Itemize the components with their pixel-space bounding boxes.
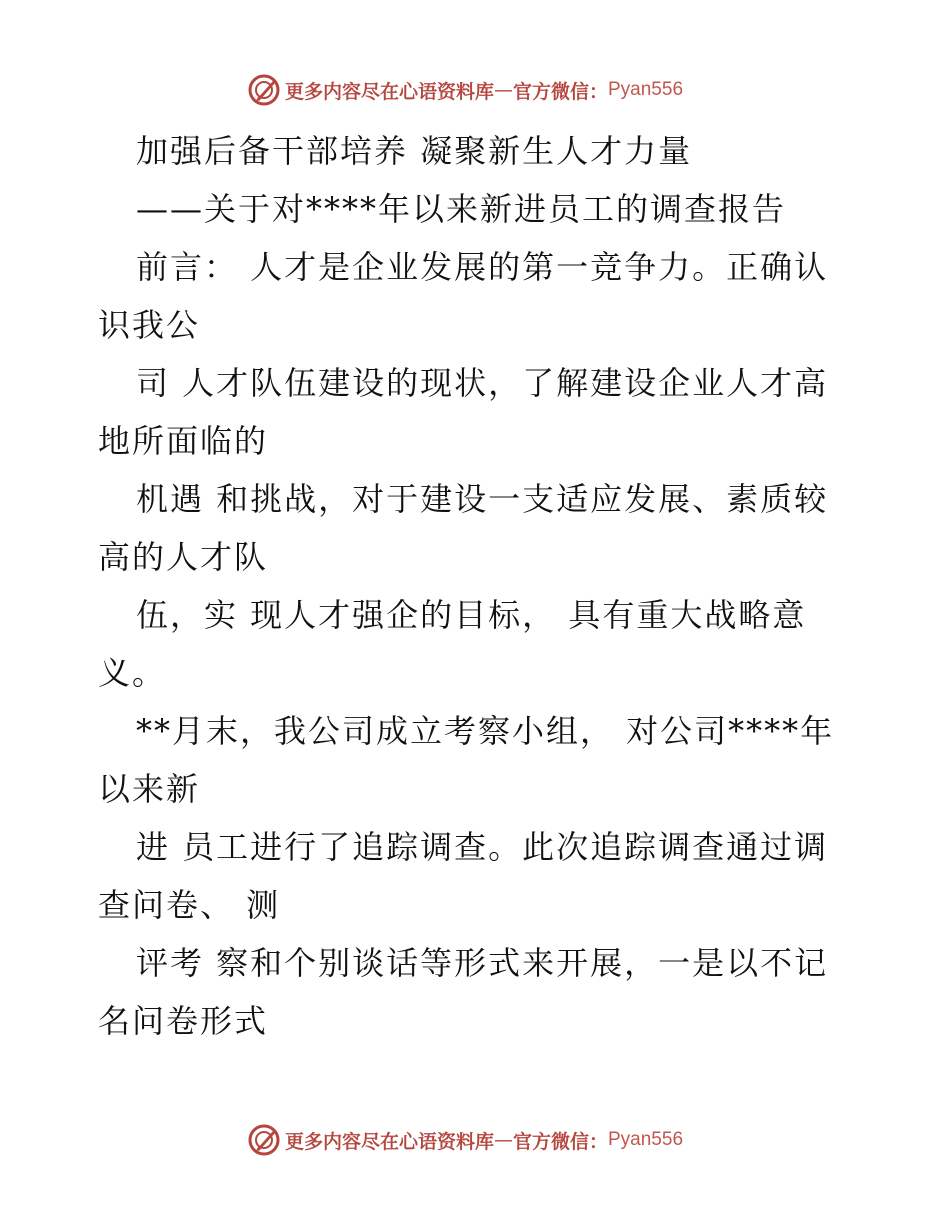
text-line: 名问卷形式: [98, 1002, 269, 1040]
text-line: ——关于对****年以来新进员工的调查报告: [136, 190, 787, 228]
text-line: 机遇 和挑战，对于建设一支适应发展、素质较: [136, 480, 829, 518]
document-body: [98, 122, 838, 1050]
text-line: 前言： 人才是企业发展的第一竞争力。正确认: [136, 248, 829, 286]
pen-logo-icon: [247, 73, 281, 107]
text-line: 地所面临的: [98, 422, 269, 460]
watermark-handle: Pyan556: [608, 79, 684, 100]
text-line: 以来新: [98, 770, 201, 808]
text-line: 进 员工进行了追踪调查。此次追踪调查通过调: [136, 828, 829, 866]
text-line: 查问卷、 测: [98, 886, 281, 924]
text-line: 加强后备干部培养 凝聚新生人才力量: [136, 132, 693, 170]
watermark-text: 更多内容尽在心语资料库: [284, 80, 494, 103]
text-line: 高的人才队: [98, 538, 269, 576]
watermark-text: 更多内容尽在心语资料库: [284, 1130, 494, 1153]
watermark-header: [0, 70, 950, 110]
text-line: 评考 察和个别谈话等形式来开展，一是以不记: [136, 944, 829, 982]
text-line: 司 人才队伍建设的现状，了解建设企业人才高: [136, 364, 829, 402]
watermark-separator: —: [493, 1129, 513, 1151]
pen-logo-icon: [247, 1123, 281, 1157]
watermark-contact-label: 官方微信：: [512, 1130, 608, 1153]
watermark-handle: Pyan556: [608, 1129, 684, 1150]
watermark-separator: —: [493, 79, 513, 101]
watermark-footer: [0, 1120, 950, 1160]
text-line: 伍，实 现人才强企的目标， 具有重大战略意: [136, 596, 807, 634]
text-line: 识我公: [98, 306, 201, 344]
text-line: 义。: [98, 654, 167, 692]
text-line: **月末，我公司成立考察小组， 对公司****年: [136, 712, 835, 750]
watermark-contact-label: 官方微信：: [512, 80, 608, 103]
